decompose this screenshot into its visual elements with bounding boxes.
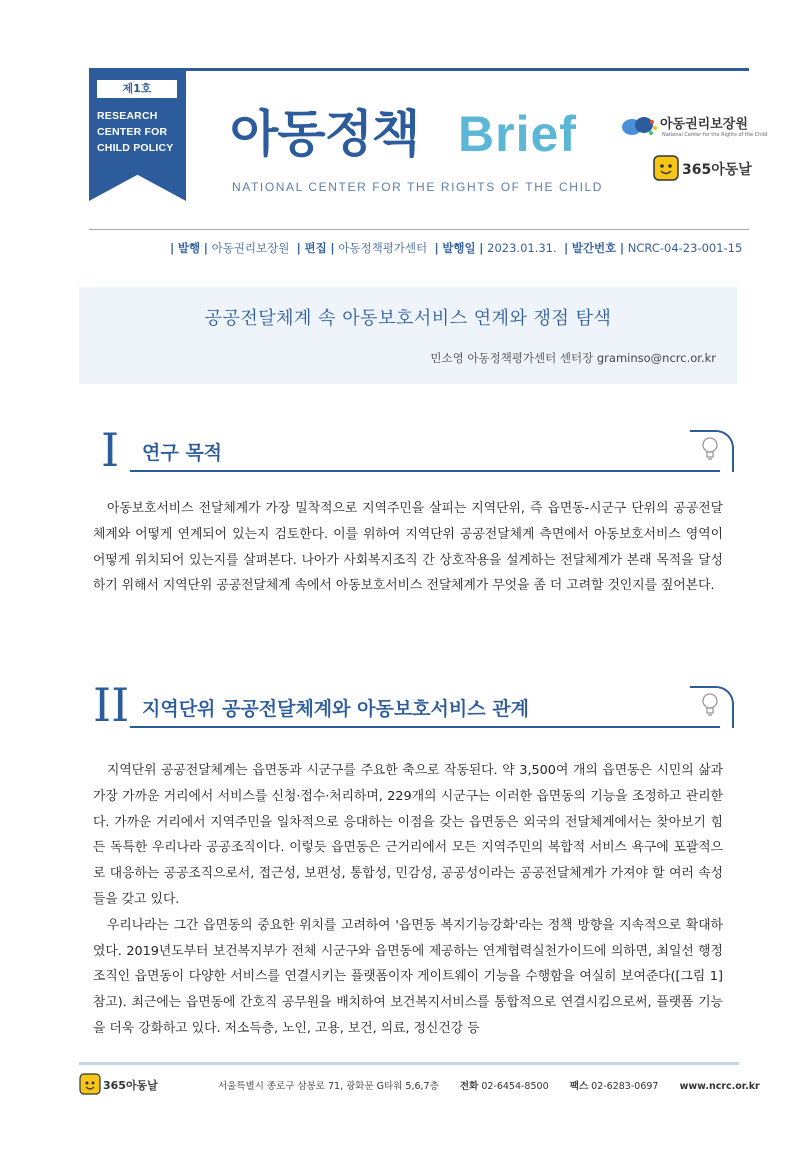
- paragraph: 아동보호서비스 전달체계가 가장 밀착적으로 지역주민을 살피는 지역단위, 즉 읍면동-시군구 단위의 공공전달체계와 어떻게 연계되어 있는지 검토한다. 이를 위하여 지역단위 공공전달체계 측면에서 아동보호서비스 영역이 어떻게 위치되어 있는지를 살펴본다. 나아가 사회복지조직 간 상호작용을 설계하는 전달체계가 본래 목적을 달성하기 위해서 지역단위 공공전달체계 속에서 아동보호서비스 전달체계가 무엇을 좀 더 고려할 것인지를 짚어본다.: [93, 501, 723, 594]
- website-link[interactable]: www.ncrc.or.kr: [679, 1081, 760, 1092]
- editor-label: 편집: [304, 241, 327, 255]
- fax-number: 02-6283-0697: [591, 1081, 659, 1092]
- brief-subtitle: NATIONAL CENTER FOR THE RIGHTS OF THE CHILD: [232, 180, 604, 194]
- ribbon-line: CHILD POLICY: [97, 142, 174, 154]
- lightbulb-icon: [700, 436, 720, 462]
- article-title-box: [79, 287, 737, 384]
- publication-number: NCRC-04-23-001-15: [627, 241, 743, 255]
- section-underline: [130, 726, 720, 728]
- section-number: I: [101, 423, 120, 477]
- article-title: 공공전달체계 속 아동보호서비스 연계와 쟁점 탐색: [204, 308, 612, 329]
- paragraph: 지역단위 공공전달체계는 읍면동과 시군구를 주요한 축으로 작동된다. 약 3,500여 개의 읍면동은 시민의 삶과 가장 가까운 거리에서 서비스를 신청·접수·처리하며, 229개의 시군구는 이러한 읍면동의 기능을 조정하고 관리한다. 가까운 거리에서 지역주민을 일차적으로 응대하는 이점을 갖는 읍면동은 외국의 전달체계에서는 찾아보기 힘든 독특한 우리나라 공공조직이다. 이렇듯 읍면동은 근거리에서 모든 지역주민의 복합적 서비스 욕구에 포괄적으로 대응하는 공공조직으로서, 접근성, 보편성, 통합성, 민감성, 공공성이라는 공공전달체계가 가져야 할 여러 속성들을 갖고 있다.: [93, 763, 723, 907]
- section-body: [93, 758, 723, 1042]
- section-title: 연구 목적: [142, 442, 223, 464]
- brief-title-ko: 아동정책: [230, 105, 420, 163]
- editor: 아동정책평가센터: [338, 241, 428, 255]
- section-number: II: [93, 678, 130, 732]
- ribbon-line: CENTER FOR: [97, 126, 168, 138]
- footer-day-logo: 365아동날: [103, 1079, 158, 1092]
- publisher: 아동권리보장원: [211, 241, 290, 255]
- phone-number: 02-6454-8500: [481, 1081, 549, 1092]
- pubno-label: 발간번호: [571, 241, 617, 255]
- footer-contact: [218, 1078, 760, 1092]
- brief-title-en: Brief: [458, 106, 577, 162]
- ribbon-text: [97, 108, 185, 156]
- org-logo-icon: [618, 114, 660, 140]
- fax-label: 팩스: [569, 1081, 589, 1092]
- section-underline: [130, 470, 720, 472]
- day-logo-text: 365아동날: [682, 162, 752, 178]
- footer-address: 서울특별시 종로구 삼봉로 71, 광화문 G타워 5,6,7층: [218, 1081, 439, 1092]
- header-divider: [89, 229, 749, 230]
- top-rule: [89, 68, 749, 71]
- article-author: 민소영 아동정책평가센터 센터장 graminso@ncrc.or.kr: [430, 351, 716, 365]
- ribbon-line: RESEARCH: [97, 110, 158, 122]
- org-name-en: National Center for the Rights of the Child: [662, 132, 768, 138]
- org-name: 아동권리보장원: [660, 117, 748, 132]
- date-label: 발행일: [442, 241, 476, 255]
- publish-date: 2023.01.31.: [487, 241, 557, 255]
- paragraph: 우리나라는 그간 읍면동의 중요한 위치를 고려하여 '읍면동 복지기능강화'라는 정책 방향을 지속적으로 확대하였다. 2019년도부터 보건복지부가 전체 시군구와 읍면동에 제공하는 연계협력실천가이드에 의하면, 최일선 행정조직인 읍면동이 다양한 서비스를 연결시키는 플랫폼이자 게이트웨이 기능을 수행함을 여실히 보여준다([그림 1] 참고). 최근에는 읍면동에 간호직 공무원을 배치하여 보건복지서비스를 통합적으로 연결시킴으로써, 플랫폼 기능을 더욱 강화하고 있다. 저소득층, 노인, 고용, 보건, 의료, 정신건강 등: [93, 917, 723, 1036]
- footer-divider: [79, 1062, 739, 1065]
- phone-label: 전화: [459, 1081, 479, 1092]
- smiley-icon: [79, 1073, 101, 1095]
- publisher-label: 발행: [177, 241, 201, 255]
- publication-meta: | 발행 | 아동권리보장원 | 편집 | 아동정책평가센터 | 발행일 | 2023.01.31. | 발간번호 | NCRC-04-23-001-15: [170, 241, 743, 255]
- section-body: [93, 496, 723, 599]
- smiley-icon: [652, 154, 680, 182]
- section-title: 지역단위 공공전달체계와 아동보호서비스 관계: [142, 698, 529, 720]
- issue-number: 제1호: [97, 80, 177, 98]
- lightbulb-icon: [700, 692, 720, 718]
